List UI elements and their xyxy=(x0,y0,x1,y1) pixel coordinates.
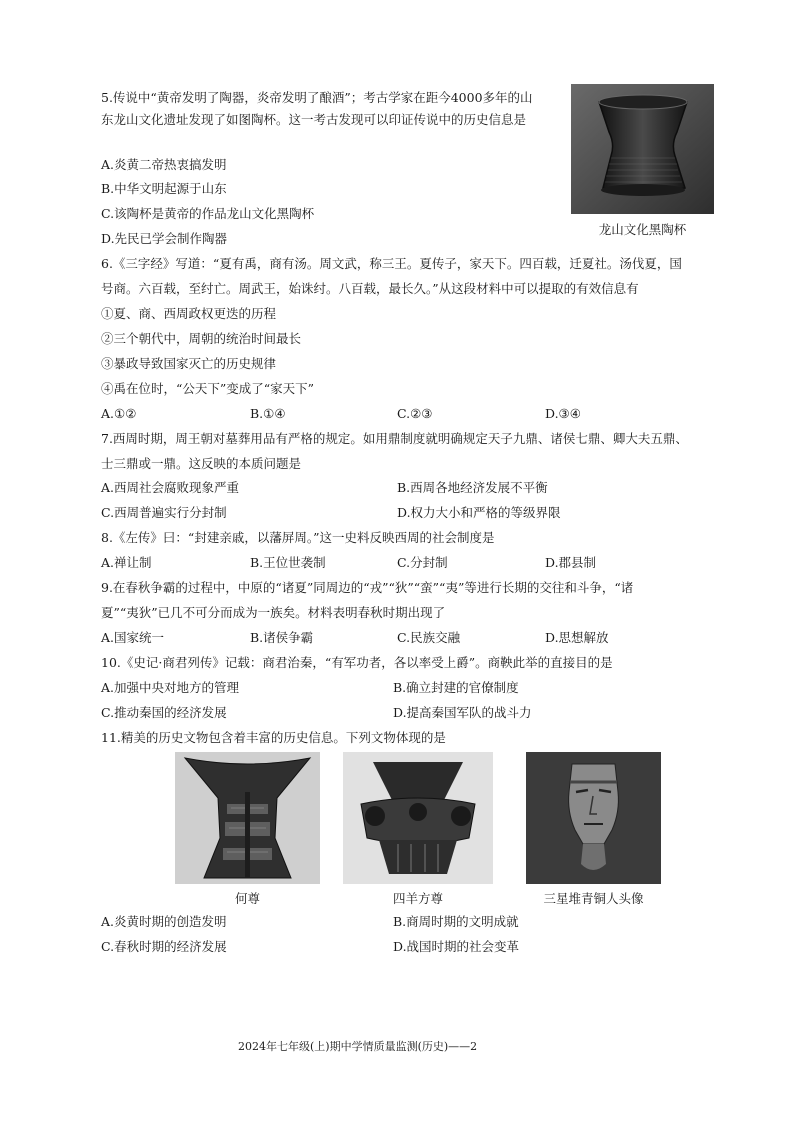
black-pottery-cup-image xyxy=(571,84,714,214)
sanxingdui-bronze-head-image xyxy=(526,752,661,884)
q11-option-a[interactable]: A.炎黄时期的创造发明 xyxy=(101,914,227,929)
q11-caption-he-zun: 何尊 xyxy=(234,891,260,906)
q7-stem-line2: 士三鼎或一鼎。这反映的本质问题是 xyxy=(101,456,302,471)
q10-stem-line1: 10.《史记·商君列传》记载：商君治秦，“有军功者，各以率受上爵”。商鞅此举的直接目的是 xyxy=(101,655,613,670)
q11-stem-line1: 11.精美的历史文物包含着丰富的历史信息。下列文物体现的是 xyxy=(101,730,446,745)
q9-option-c[interactable]: C.民族交融 xyxy=(397,630,461,645)
q9-stem-line1: 9.在春秋争霸的过程中，中原的“诸夏”同周边的“戎”“狄”“蛮”“夷”等进行长期的交往和斗争，“诸 xyxy=(101,580,634,595)
page-footer: 2024年七年级(上)期中学情质量监测(历史)——2 xyxy=(238,1040,478,1053)
q8-stem-line1: 8.《左传》曰：“封建亲戚，以藩屏周。”这一史料反映西周的社会制度是 xyxy=(101,530,495,545)
q10-option-b[interactable]: B.确立封建的官僚制度 xyxy=(393,680,519,695)
q11-caption-sanxingdui-head: 三星堆青铜人头像 xyxy=(543,891,644,906)
q5-option-b[interactable]: B.中华文明起源于山东 xyxy=(101,181,227,196)
q6-stem-line2: 号商。六百载，至纣亡。周武王，始诛纣。八百载，最长久。”从这段材料中可以提取的有效信息有 xyxy=(101,281,639,296)
q5-stem-line1: 5.传说中“黄帝发明了陶器，炎帝发明了酿酒”；考古学家在距今4000多年的山 xyxy=(101,90,533,105)
q7-option-d[interactable]: D.权力大小和严格的等级界限 xyxy=(397,505,561,520)
q6-option-b[interactable]: B.①④ xyxy=(250,406,286,421)
q6-item-4: ④禹在位时，“公天下”变成了“家天下” xyxy=(101,381,315,396)
q5-option-c[interactable]: C.该陶杯是黄帝的作品龙山文化黑陶杯 xyxy=(101,206,315,221)
q7-stem-line1: 7.西周时期，周王朝对墓葬用品有严格的规定。如用鼎制度就明确规定天子九鼎、诸侯七鼎、卿大夫五鼎、 xyxy=(101,431,688,446)
q5-stem-line2: 东龙山文化遗址发现了如图陶杯。这一考古发现可以印证传说中的历史信息是 xyxy=(101,112,527,127)
q6-option-d[interactable]: D.③④ xyxy=(545,406,581,421)
q10-option-d[interactable]: D.提高秦国军队的战斗力 xyxy=(393,705,532,720)
four-goat-square-zun-image xyxy=(343,752,493,884)
q6-item-2: ②三个朝代中，周朝的统治时间最长 xyxy=(101,331,302,346)
he-zun-image xyxy=(175,752,320,884)
q5-option-a[interactable]: A.炎黄二帝热衷搞发明 xyxy=(101,157,227,172)
q11-option-c[interactable]: C.春秋时期的经济发展 xyxy=(101,939,227,954)
q9-stem-line2: 夏”“夷狄”已几不可分而成为一族矣。材料表明春秋时期出现了 xyxy=(101,605,446,620)
q7-option-a[interactable]: A.西周社会腐败现象严重 xyxy=(101,480,240,495)
q9-option-d[interactable]: D.思想解放 xyxy=(545,630,609,645)
q6-item-3: ③暴政导致国家灭亡的历史规律 xyxy=(101,356,277,371)
q8-option-c[interactable]: C.分封制 xyxy=(397,555,448,570)
q5-option-d[interactable]: D.先民已学会制作陶器 xyxy=(101,231,228,246)
q7-option-b[interactable]: B.西周各地经济发展不平衡 xyxy=(397,480,548,495)
q11-caption-four-goat-zun: 四羊方尊 xyxy=(392,891,443,906)
q8-option-b[interactable]: B.王位世袭制 xyxy=(250,555,326,570)
q10-option-c[interactable]: C.推动秦国的经济发展 xyxy=(101,705,227,720)
q6-item-1: ①夏、商、西周政权更迭的历程 xyxy=(101,306,277,321)
q9-option-a[interactable]: A.国家统一 xyxy=(101,630,165,645)
q6-stem-line1: 6.《三字经》写道：“夏有禹，商有汤。周文武，称三王。夏传子，家天下。四百载，迁夏社。汤伐夏，国 xyxy=(101,256,682,271)
q5-image-caption: 龙山文化黑陶杯 xyxy=(598,222,687,237)
q11-option-d[interactable]: D.战国时期的社会变革 xyxy=(393,939,520,954)
q11-option-b[interactable]: B.商周时期的文明成就 xyxy=(393,914,519,929)
q7-option-c[interactable]: C.西周普遍实行分封制 xyxy=(101,505,227,520)
q10-option-a[interactable]: A.加强中央对地方的管理 xyxy=(101,680,240,695)
q9-option-b[interactable]: B.诸侯争霸 xyxy=(250,630,314,645)
q8-option-a[interactable]: A.禅让制 xyxy=(101,555,152,570)
q6-option-a[interactable]: A.①② xyxy=(101,406,137,421)
q6-option-c[interactable]: C.②③ xyxy=(397,406,433,421)
q8-option-d[interactable]: D.郡县制 xyxy=(545,555,597,570)
